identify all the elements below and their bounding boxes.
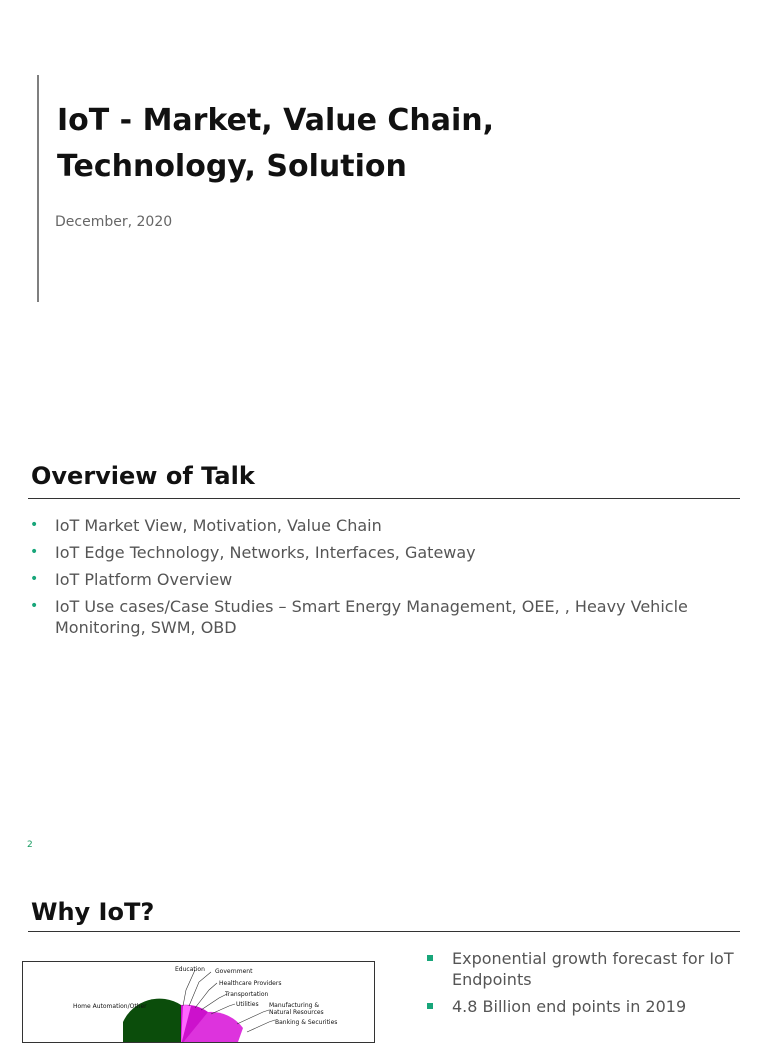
chart-label-banking: Banking & Securities — [275, 1019, 338, 1026]
list-item-text: IoT Platform Overview — [55, 570, 233, 589]
chart-label-home-automation: Home Automation/Other — [73, 1003, 147, 1010]
list-item-text: 4.8 Billion end points in 2019 — [452, 997, 687, 1016]
why-iot-slide — [0, 880, 768, 1024]
bullet-icon: • — [30, 544, 39, 560]
why-iot-bullet-list — [426, 948, 746, 1023]
presentation-date: December, 2020 — [55, 214, 173, 230]
list-item — [426, 996, 746, 1017]
slide-heading: Overview of Talk — [31, 462, 255, 490]
list-item — [30, 569, 730, 590]
presentation-title: IoT - Market, Value Chain, Technology, Solution — [57, 103, 495, 184]
chart-label-transportation: Transportation — [225, 991, 269, 998]
list-item — [30, 596, 730, 638]
bullet-icon: • — [30, 517, 39, 533]
list-item-text: Exponential growth forecast for IoT Endpoints — [452, 949, 734, 989]
chart-label-utilities: Utilities — [236, 1001, 259, 1008]
bullet-icon: • — [30, 598, 39, 614]
title-slide — [0, 0, 768, 400]
chart-label-government: Government — [215, 968, 253, 975]
chart-label-manufacturing-2: Natural Resources — [269, 1009, 324, 1016]
slide-heading: Why IoT? — [31, 898, 155, 926]
chart-label-manufacturing-1: Manufacturing & — [269, 1002, 320, 1009]
list-item-text: IoT Use cases/Case Studies – Smart Energy Management, OEE, , Heavy Vehicle Monitoring, SWM, OBD — [55, 597, 688, 637]
chart-label-healthcare: Healthcare Providers — [219, 980, 282, 987]
title-accent-bar — [37, 75, 39, 302]
overview-slide — [0, 440, 768, 860]
pie-chart-graphic — [23, 962, 374, 1042]
page-number: 2 — [27, 840, 33, 850]
list-item-text: IoT Market View, Motivation, Value Chain — [55, 516, 382, 535]
list-item — [30, 515, 730, 536]
endpoint-pie-chart — [22, 961, 375, 1043]
chart-label-education: Education — [175, 966, 205, 973]
list-item-text: IoT Edge Technology, Networks, Interfaces, Gateway — [55, 543, 476, 562]
overview-bullet-list — [30, 515, 730, 644]
heading-rule — [28, 498, 740, 499]
square-bullet-icon — [427, 955, 433, 961]
heading-rule — [28, 931, 740, 932]
list-item — [426, 948, 746, 990]
list-item — [30, 542, 730, 563]
bullet-icon: • — [30, 571, 39, 587]
square-bullet-icon — [427, 1003, 433, 1009]
